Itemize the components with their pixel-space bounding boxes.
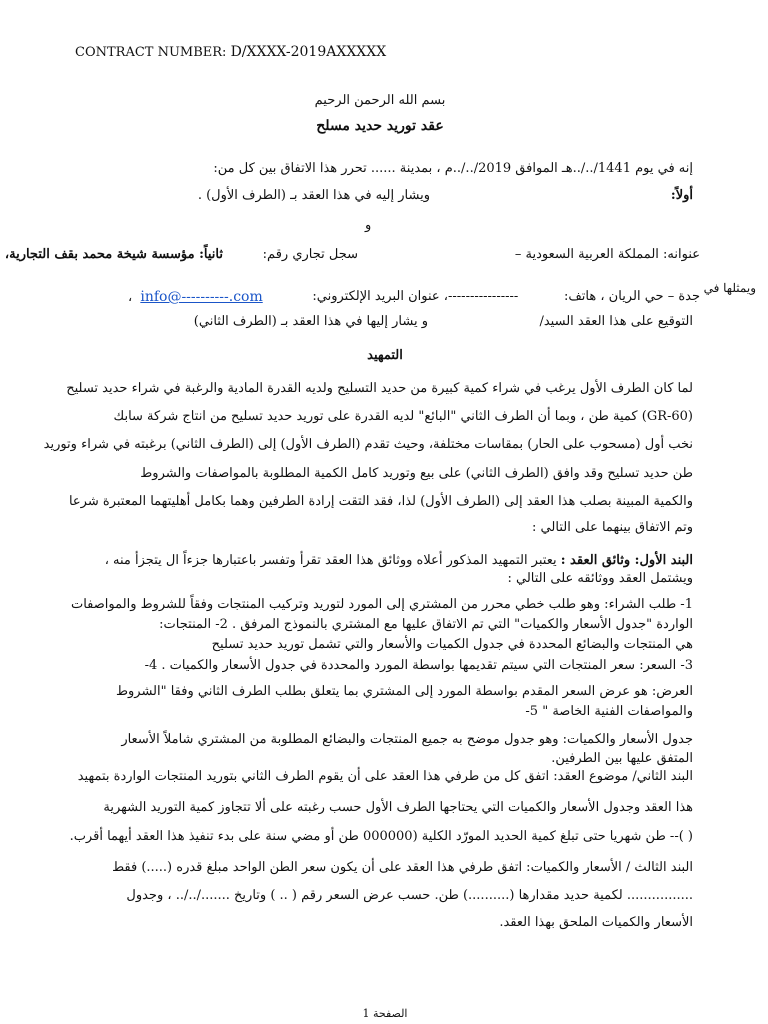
clause-1-line-2: ويشتمل العقد ووثائقه على التالي : (507, 571, 693, 586)
first-party-text: ويشار إليه في هذا العقد بـ (الطرف الأول) . (197, 188, 430, 203)
clause-1-item-6: والمواصفات الفنية الخاصة " 5- (525, 704, 693, 719)
intro-date-line: إنه في يوم ‎1441‎/../..هـ الموافق ‎2019‎/../..م ، بمدينة ...... تحرر هذا الاتفاق بين كل من: (213, 161, 693, 176)
clause-1-item-1: 1- طلب الشراء: وهو طلب خطي محرر من المشتري إلى المورد لتوريد وتركيب المنتجات وفقاً للشروط والمواصفات (70, 597, 693, 612)
preamble-line-1: لما كان الطرف الأول يرغب في شراء كمية كبيرة من حديد التسليح ولديه القدرة المادية والرغبة في شراء حديد تسليح (66, 381, 693, 396)
contract-number-label: CONTRACT NUMBER: (75, 45, 227, 60)
clause-1-title: البند الأول: وثائق العقد : (560, 553, 693, 568)
clause-1-item-4: 3- السعر: سعر المنتجات التي سيتم تقديمها بواسطة المورد والمحددة في جدول الأسعار والكميات . 4- (144, 658, 693, 673)
clause-1-heading (73, 553, 693, 569)
second-party-email-group (128, 289, 263, 306)
preamble-line-4: طن حديد تسليح وقد وافق (الطرف الثاني) على بيع وتوريد كامل الكمية المطلوبة بالمواصفات والشروط (140, 466, 693, 481)
clause-2-line-2: هذا العقد وجدول الأسعار والكميات التي يحتاجها الطرف الأول حسب رغبته على ألا تتجاوز كمية التوريد الشهرية (103, 800, 693, 815)
second-party-dashes: ---------------- (448, 289, 519, 304)
separator-comma: ، (128, 290, 133, 305)
preamble-line-3: نخب أول (مسحوب على الحار) بمقاسات مختلفة، وحيث تقدم (الطرف الأول) إلى (الطرف الثاني) برغبته في شراء وتوريد (43, 437, 693, 452)
preamble-line-5: والكمية المبينة بصلب هذا العقد إلى (الطرف الأول) لذا، فقد التقت إرادة الطرفين وهما بكامل أهليتهما المعتبرة شرعا (68, 494, 693, 509)
clause-1-item-3: هي المنتجات والبضائع المحددة في جدول الكميات والأسعار والتي تشمل توريد حديد تسليح (211, 637, 693, 652)
clause-3-line-3: الأسعار والكميات الملحق بهذا العقد. (499, 915, 693, 930)
first-party-label: أولاً: (670, 188, 693, 203)
basmala: بسم الله الرحمن الرحيم (314, 93, 446, 108)
preamble-line-6: وتم الاتفاق بينهما على التالي : (532, 520, 693, 535)
second-party-address: عنوانه: المملكة العربية السعودية – (514, 247, 700, 262)
clause-2-line-3: ( )-- طن شهريا حتى تبلغ كمية الحديد المورّد الكلية (000000 طن أو مضي سنة على بدء تنفيذ هذا العقد أيهما أقرب. (69, 829, 693, 844)
second-party-city: جدة – حي الريان ، هاتف: (563, 289, 700, 304)
contract-number (75, 44, 386, 61)
clause-1-item-7: جدول الأسعار والكميات: وهو جدول موضح به جميع المنتجات والبضائع المطلوبة من المشتري شاملاً الأسعار (121, 732, 693, 747)
document-title: عقد توريد حديد مسلح (316, 118, 444, 134)
preamble-heading: التمهيد (367, 348, 403, 363)
second-party-rep: ويمثلها في (703, 281, 756, 295)
second-party-sign: التوقيع على هذا العقد السيد/ (539, 314, 693, 329)
second-party-label: ثانياً: مؤسسة شيخة محمد بقف التجارية، (4, 247, 223, 262)
and-connector: و (365, 218, 372, 233)
second-party-cr: سجل تجاري رقم: (262, 247, 358, 262)
clause-1-item-5: العرض: هو عرض السعر المقدم بواسطة المورد إلى المشتري بما يتعلق بطلب الطرف الثاني وفقا "الشروط (115, 684, 693, 699)
second-party-email-label: ، عنوان البريد الإلكتروني: (312, 289, 448, 304)
clause-3-line-2: ................ لكمية حديد مقدارها (..........) طن. حسب عرض السعر رقم ( .. ) وتاريخ ......./../.. ، وجدول (126, 888, 693, 903)
clause-1-item-8: المتفق عليها بين الطرفين. (551, 751, 693, 766)
clause-2-line-1: البند الثاني/ موضوع العقد: اتفق كل من طرفي هذا العقد على أن يقوم الطرف الثاني بتوريد المنتجات الواردة بتمهيد (77, 769, 693, 784)
clause-3-line-1: البند الثالث / الأسعار والكميات: اتفق طرفي هذا العقد على أن يكون سعر الطن الواحد مبلغ قدره (.....) فقط (112, 860, 693, 875)
second-party-email[interactable]: info@----------.com (140, 289, 263, 305)
preamble-line-2: (GR-60) كمية طن ، وبما أن الطرف الثاني "البائع" لديه القدرة على توريد حديد تسليح من انتاج شركة سابك (113, 409, 693, 424)
second-party-ref: و يشار إليها في هذا العقد بـ (الطرف الثاني) (193, 314, 428, 329)
page-number: الصفحة 1 (362, 1007, 408, 1020)
clause-1-text: يعتبر التمهيد المذكور أعلاه ووثائق هذا العقد تقرأ وتفسر باعتبارها جزءاً ال يتجزأ منه ، (104, 553, 557, 568)
clause-1-item-2: الواردة "جدول الأسعار والكميات" التي تم الاتفاق عليها مع المشتري بالنموذج المرفق . 2- المنتجات: (159, 617, 693, 632)
contract-number-value: D/XXXX-2019AXXXXX (230, 44, 387, 60)
